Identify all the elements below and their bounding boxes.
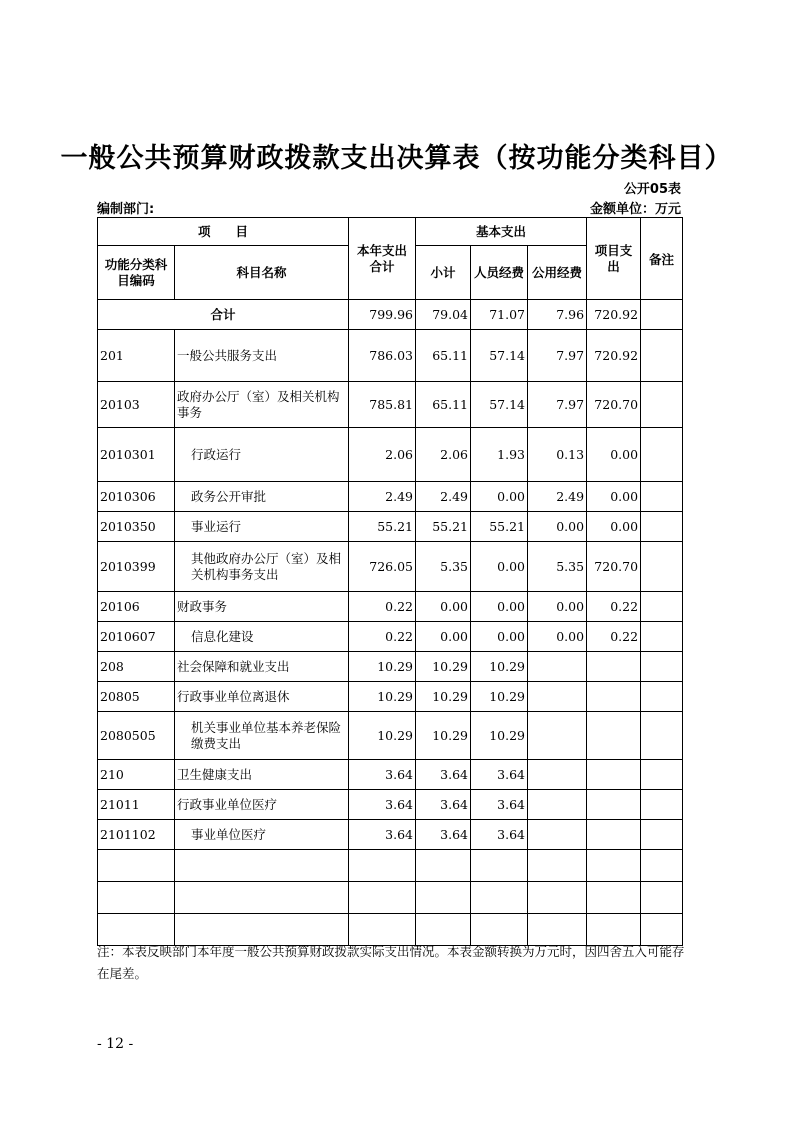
row-total: 55.21: [349, 512, 416, 542]
table-row: [98, 712, 683, 760]
empty-cell: [641, 850, 683, 882]
header-remark: 备注: [641, 218, 683, 300]
empty-cell: [587, 850, 641, 882]
row-name: 事业运行: [175, 512, 349, 542]
table-row: [98, 652, 683, 682]
empty-cell: [349, 850, 416, 882]
row-public: 5.35: [528, 542, 587, 592]
row-total: 10.29: [349, 682, 416, 712]
table-row: [98, 482, 683, 512]
header-basic: 基本支出: [416, 218, 587, 246]
row-remark: [641, 760, 683, 790]
row-subtotal: 65.11: [416, 382, 471, 428]
row-name: 机关事业单位基本养老保险缴费支出: [175, 712, 349, 760]
table-row: [98, 382, 683, 428]
total-subtotal: 79.04: [416, 300, 471, 330]
row-total: 10.29: [349, 652, 416, 682]
row-name: 行政运行: [175, 428, 349, 482]
row-total: 3.64: [349, 820, 416, 850]
row-code: 208: [98, 652, 175, 682]
row-code: 2010306: [98, 482, 175, 512]
row-subtotal: 10.29: [416, 712, 471, 760]
row-name: 其他政府办公厅（室）及相关机构事务支出: [175, 542, 349, 592]
row-project: [587, 652, 641, 682]
row-public: [528, 712, 587, 760]
row-name: 行政事业单位医疗: [175, 790, 349, 820]
empty-cell: [641, 882, 683, 914]
header-name: 科目名称: [175, 246, 349, 300]
row-remark: [641, 512, 683, 542]
row-public: 7.97: [528, 330, 587, 382]
header-total: 本年支出合计: [349, 218, 416, 300]
row-subtotal: 5.35: [416, 542, 471, 592]
row-personnel: 3.64: [471, 760, 528, 790]
table-row: [98, 428, 683, 482]
row-total: 785.81: [349, 382, 416, 428]
row-name: 社会保障和就业支出: [175, 652, 349, 682]
row-subtotal: 2.49: [416, 482, 471, 512]
total-project: 720.92: [587, 300, 641, 330]
header-public: 公用经费: [528, 246, 587, 300]
row-remark: [641, 820, 683, 850]
row-public: [528, 682, 587, 712]
row-code: 2010607: [98, 622, 175, 652]
row-personnel: 10.29: [471, 652, 528, 682]
row-personnel: 57.14: [471, 382, 528, 428]
row-remark: [641, 382, 683, 428]
table-row: [98, 622, 683, 652]
row-personnel: 10.29: [471, 712, 528, 760]
row-total: 2.49: [349, 482, 416, 512]
row-subtotal: 65.11: [416, 330, 471, 382]
row-code: 20103: [98, 382, 175, 428]
row-personnel: 1.93: [471, 428, 528, 482]
row-remark: [641, 652, 683, 682]
row-total: 10.29: [349, 712, 416, 760]
empty-cell: [528, 850, 587, 882]
row-subtotal: 0.00: [416, 622, 471, 652]
row-personnel: 10.29: [471, 682, 528, 712]
header-item: 项 目: [98, 218, 349, 246]
row-name: 卫生健康支出: [175, 760, 349, 790]
row-remark: [641, 790, 683, 820]
row-public: 2.49: [528, 482, 587, 512]
header-row-1: [98, 218, 683, 246]
row-public: [528, 652, 587, 682]
row-name: 财政事务: [175, 592, 349, 622]
header-code: 功能分类科目编码: [98, 246, 175, 300]
table-row: [98, 760, 683, 790]
row-total: 786.03: [349, 330, 416, 382]
row-project: 720.70: [587, 382, 641, 428]
expenditure-table: [97, 217, 683, 946]
row-public: [528, 760, 587, 790]
row-code: 2010301: [98, 428, 175, 482]
row-personnel: 3.64: [471, 790, 528, 820]
table-note: 注：本表反映部门本年度一般公共预算财政拨款实际支出情况。本表金额转换为万元时，因四舍五入可能存在尾差。: [97, 944, 685, 981]
row-project: [587, 682, 641, 712]
empty-cell: [416, 882, 471, 914]
empty-cell: [98, 882, 175, 914]
row-code: 2080505: [98, 712, 175, 760]
header-project: 项目支出: [587, 218, 641, 300]
row-remark: [641, 682, 683, 712]
total-label: 合计: [98, 300, 349, 330]
row-personnel: 57.14: [471, 330, 528, 382]
empty-cell: [471, 882, 528, 914]
row-name: 一般公共服务支出: [175, 330, 349, 382]
row-code: 21011: [98, 790, 175, 820]
row-name: 信息化建设: [175, 622, 349, 652]
row-subtotal: 3.64: [416, 820, 471, 850]
empty-cell: [98, 850, 175, 882]
row-project: 0.22: [587, 622, 641, 652]
row-project: [587, 790, 641, 820]
header-subtotal: 小计: [416, 246, 471, 300]
row-total: 0.22: [349, 592, 416, 622]
row-subtotal: 3.64: [416, 760, 471, 790]
row-name: 政府办公厅（室）及相关机构事务: [175, 382, 349, 428]
row-remark: [641, 428, 683, 482]
row-remark: [641, 622, 683, 652]
row-remark: [641, 712, 683, 760]
unit-label: 金额单位：万元: [589, 202, 681, 217]
row-subtotal: 2.06: [416, 428, 471, 482]
row-name: 事业单位医疗: [175, 820, 349, 850]
table-row: [98, 330, 683, 382]
table-row: [98, 542, 683, 592]
table-row: [98, 820, 683, 850]
empty-cell: [349, 882, 416, 914]
row-personnel: 0.00: [471, 622, 528, 652]
row-public: 0.00: [528, 622, 587, 652]
row-code: 2010399: [98, 542, 175, 592]
empty-cell: [587, 882, 641, 914]
row-subtotal: 10.29: [416, 682, 471, 712]
row-code: 2101102: [98, 820, 175, 850]
row-subtotal: 10.29: [416, 652, 471, 682]
table-row: [98, 790, 683, 820]
row-project: [587, 760, 641, 790]
form-number: 公开05表: [623, 182, 681, 197]
header-personnel: 人员经费: [471, 246, 528, 300]
row-name: 政务公开审批: [175, 482, 349, 512]
row-subtotal: 3.64: [416, 790, 471, 820]
table-row: [98, 682, 683, 712]
row-public: 0.13: [528, 428, 587, 482]
row-personnel: 3.64: [471, 820, 528, 850]
row-name: 行政事业单位离退休: [175, 682, 349, 712]
row-subtotal: 55.21: [416, 512, 471, 542]
total-public: 7.96: [528, 300, 587, 330]
row-project: 720.70: [587, 542, 641, 592]
row-public: [528, 820, 587, 850]
row-remark: [641, 482, 683, 512]
row-project: [587, 820, 641, 850]
row-code: 2010350: [98, 512, 175, 542]
row-remark: [641, 330, 683, 382]
total-row: [98, 300, 683, 330]
row-code: 20106: [98, 592, 175, 622]
table-row: [98, 592, 683, 622]
row-project: 0.22: [587, 592, 641, 622]
empty-row: [98, 882, 683, 914]
empty-cell: [471, 850, 528, 882]
empty-cell: [528, 882, 587, 914]
total-remark: [641, 300, 683, 330]
row-remark: [641, 542, 683, 592]
table-row: [98, 512, 683, 542]
row-project: 720.92: [587, 330, 641, 382]
row-personnel: 0.00: [471, 482, 528, 512]
row-code: 210: [98, 760, 175, 790]
row-total: 2.06: [349, 428, 416, 482]
row-project: 0.00: [587, 512, 641, 542]
row-subtotal: 0.00: [416, 592, 471, 622]
row-total: 3.64: [349, 760, 416, 790]
empty-cell: [175, 850, 349, 882]
row-personnel: 0.00: [471, 592, 528, 622]
empty-cell: [175, 882, 349, 914]
empty-row: [98, 850, 683, 882]
row-personnel: 0.00: [471, 542, 528, 592]
row-public: [528, 790, 587, 820]
row-total: 726.05: [349, 542, 416, 592]
row-project: 0.00: [587, 482, 641, 512]
row-total: 0.22: [349, 622, 416, 652]
total-total: 799.96: [349, 300, 416, 330]
row-public: 0.00: [528, 512, 587, 542]
row-total: 3.64: [349, 790, 416, 820]
row-project: [587, 712, 641, 760]
row-project: 0.00: [587, 428, 641, 482]
row-public: 0.00: [528, 592, 587, 622]
page-number: - 12 -: [97, 1036, 134, 1052]
row-public: 7.97: [528, 382, 587, 428]
page-title: 一般公共预算财政拨款支出决算表（按功能分类科目）: [60, 143, 733, 174]
empty-cell: [416, 850, 471, 882]
total-personnel: 71.07: [471, 300, 528, 330]
row-personnel: 55.21: [471, 512, 528, 542]
row-remark: [641, 592, 683, 622]
row-code: 20805: [98, 682, 175, 712]
row-code: 201: [98, 330, 175, 382]
department-label: 编制部门:: [97, 202, 155, 217]
